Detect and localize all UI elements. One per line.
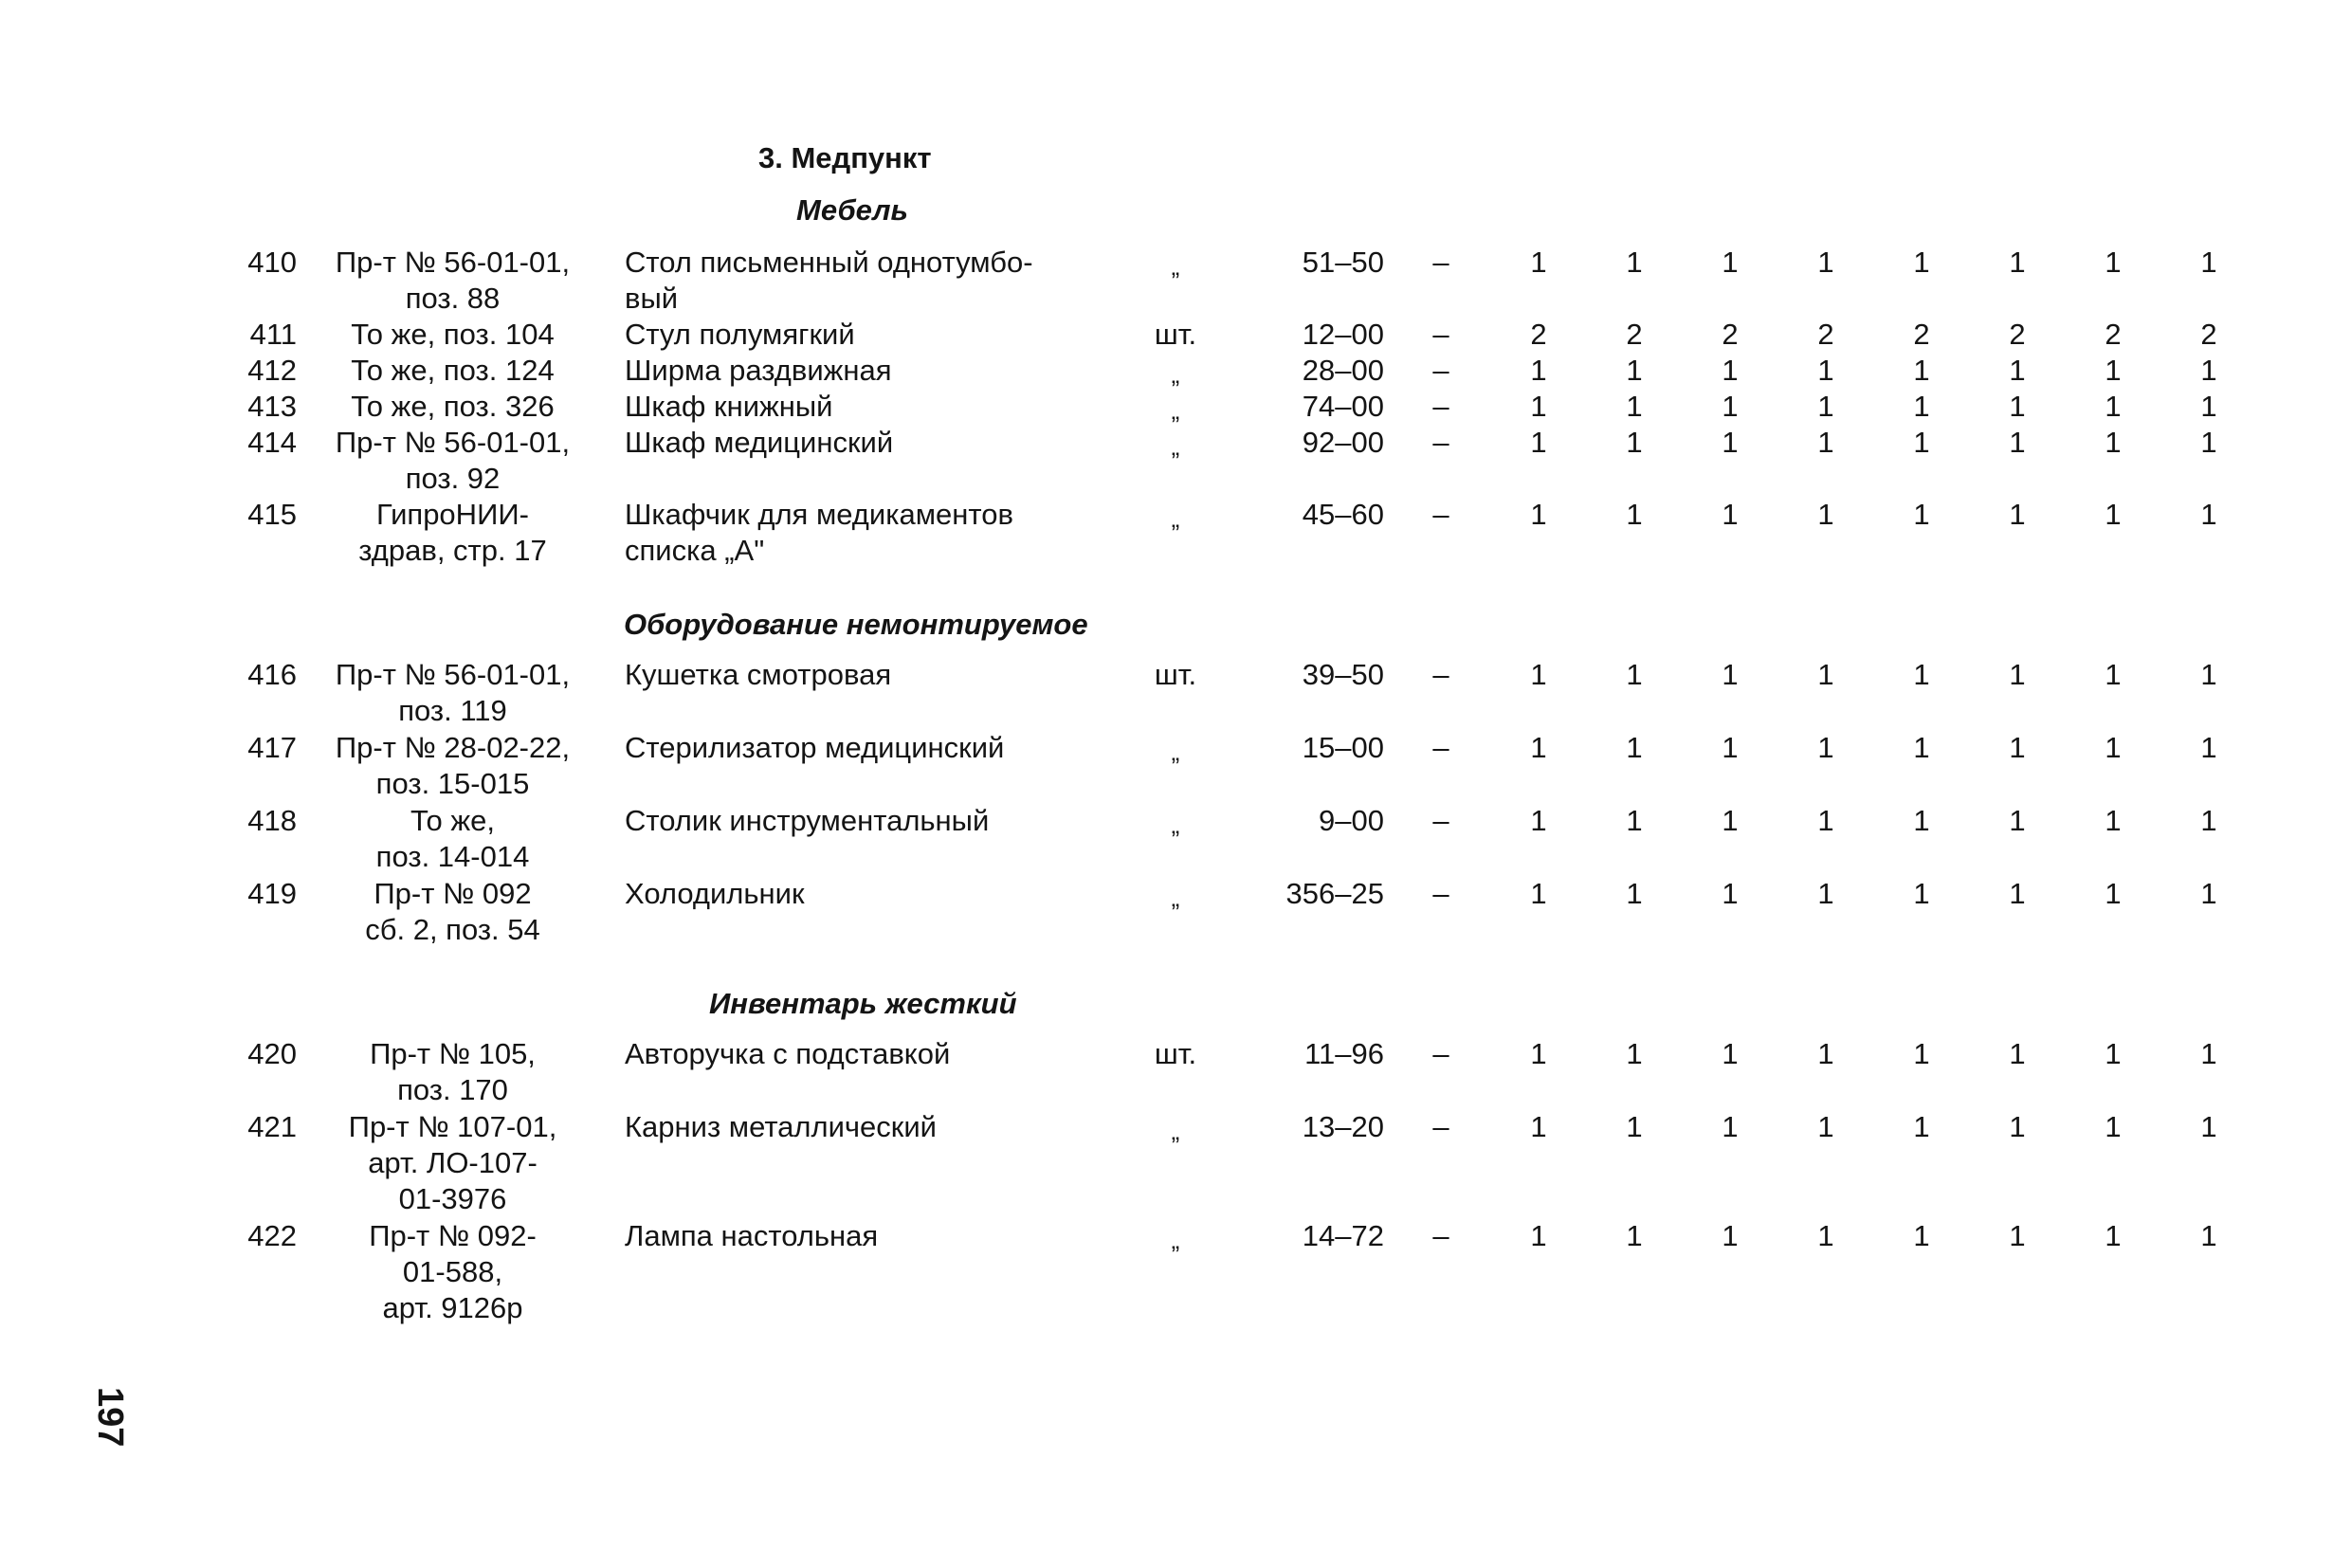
row-quantity: 1 [2200, 658, 2217, 691]
row-quantity: 1 [2009, 1110, 2026, 1143]
row-unit: „ [1171, 432, 1180, 461]
row-dash: – [1432, 498, 1449, 531]
row-quantity: 1 [2009, 1219, 2026, 1252]
row-quantity: 1 [1817, 246, 1834, 279]
row-price: 45–60 [1302, 498, 1384, 531]
row-reference-line: То же, [410, 804, 495, 837]
row-quantity: 1 [1722, 658, 1739, 691]
row-unit: „ [1171, 811, 1180, 839]
row-quantity: 1 [1530, 246, 1547, 279]
row-name-line: Стул полумягкий [625, 318, 855, 351]
row-reference-line: здрав, стр. 17 [358, 534, 547, 567]
row-quantity: 2 [1913, 318, 1930, 351]
row-name-line: Лампа настольная [625, 1219, 879, 1252]
row-dash: – [1432, 354, 1449, 387]
row-reference-line: Пр-т № 56-01-01, [335, 246, 571, 279]
row-price: 92–00 [1302, 426, 1384, 459]
row-quantity: 1 [2200, 426, 2217, 459]
row-number: 410 [247, 246, 297, 279]
row-quantity: 2 [2200, 318, 2217, 351]
row-quantity: 1 [2200, 498, 2217, 531]
row-dash: – [1432, 877, 1449, 910]
row-quantity: 1 [1913, 658, 1930, 691]
row-dash: – [1432, 246, 1449, 279]
row-quantity: 1 [2200, 877, 2217, 910]
row-quantity: 1 [1530, 731, 1547, 764]
row-quantity: 1 [1626, 1110, 1643, 1143]
row-quantity: 2 [2009, 318, 2026, 351]
row-reference-line: Пр-т № 105, [370, 1037, 536, 1070]
row-reference-line: поз. 88 [405, 282, 501, 315]
row-quantity: 1 [1530, 426, 1547, 459]
row-quantity: 1 [1817, 731, 1834, 764]
row-price: 74–00 [1302, 390, 1384, 423]
row-unit: „ [1171, 884, 1180, 912]
row-quantity: 1 [1817, 354, 1834, 387]
row-reference-line: То же, поз. 104 [351, 318, 555, 351]
row-name-line: вый [625, 282, 679, 315]
row-name-line: списка „А" [625, 534, 765, 567]
row-reference-line: Пр-т № 092 [374, 877, 532, 910]
row-quantity: 1 [1626, 426, 1643, 459]
row-quantity: 1 [1722, 1219, 1739, 1252]
row-price: 356–25 [1285, 877, 1384, 910]
row-quantity: 1 [1817, 1110, 1834, 1143]
row-quantity: 1 [1722, 390, 1739, 423]
row-quantity: 1 [2009, 354, 2026, 387]
row-reference-line: поз. 119 [398, 694, 507, 727]
row-name-line: Шкаф медицинский [625, 426, 894, 459]
row-quantity: 1 [1626, 804, 1643, 837]
row-quantity: 1 [2009, 498, 2026, 531]
row-name-line: Столик инструментальный [625, 804, 990, 837]
row-name-line: Холодильник [625, 877, 805, 910]
row-name-line: Кушетка смотровая [625, 658, 892, 691]
row-quantity: 1 [2105, 246, 2122, 279]
row-reference-line: Пр-т № 092- [369, 1219, 537, 1252]
row-quantity: 1 [2009, 658, 2026, 691]
row-dash: – [1432, 318, 1449, 351]
row-quantity: 1 [2200, 1110, 2217, 1143]
row-reference-line: Пр-т № 28-02-22, [335, 731, 571, 764]
row-price: 13–20 [1302, 1110, 1384, 1143]
row-quantity: 1 [2105, 804, 2122, 837]
row-quantity: 1 [2105, 731, 2122, 764]
row-quantity: 1 [1626, 1037, 1643, 1070]
row-unit: „ [1171, 504, 1180, 533]
row-price: 28–00 [1302, 354, 1384, 387]
row-quantity: 1 [2009, 804, 2026, 837]
row-dash: – [1432, 1037, 1449, 1070]
row-dash: – [1432, 804, 1449, 837]
group-heading: Мебель [796, 193, 908, 227]
row-quantity: 2 [1722, 318, 1739, 351]
row-dash: – [1432, 426, 1449, 459]
row-quantity: 1 [1913, 804, 1930, 837]
row-dash: – [1432, 1110, 1449, 1143]
row-dash: – [1432, 731, 1449, 764]
row-unit: шт. [1154, 1037, 1197, 1070]
row-quantity: 1 [1626, 731, 1643, 764]
row-reference-line: 01-3976 [398, 1182, 507, 1215]
row-number: 413 [247, 390, 297, 423]
row-dash: – [1432, 1219, 1449, 1252]
row-price: 51–50 [1302, 246, 1384, 279]
row-reference-line: 01-588, [402, 1255, 503, 1288]
row-name-line: Шкаф книжный [625, 390, 833, 423]
row-number: 411 [249, 318, 297, 351]
row-quantity: 1 [2105, 877, 2122, 910]
row-name-line: Ширма раздвижная [625, 354, 892, 387]
row-quantity: 1 [1913, 498, 1930, 531]
row-quantity: 1 [1722, 731, 1739, 764]
row-number: 417 [247, 731, 297, 764]
row-unit: „ [1171, 252, 1180, 281]
row-quantity: 1 [1530, 354, 1547, 387]
row-number: 419 [247, 877, 297, 910]
row-quantity: 1 [1817, 498, 1834, 531]
row-quantity: 1 [2105, 1219, 2122, 1252]
row-reference-line: ГипроНИИ- [376, 498, 529, 531]
row-quantity: 1 [1913, 877, 1930, 910]
row-quantity: 1 [1817, 426, 1834, 459]
row-quantity: 1 [1626, 658, 1643, 691]
row-name-line: Шкафчик для медикаментов [625, 498, 1013, 531]
section-title: 3. Медпункт [758, 141, 932, 174]
row-quantity: 1 [1722, 426, 1739, 459]
row-quantity: 1 [1626, 877, 1643, 910]
row-price: 39–50 [1302, 658, 1384, 691]
row-quantity: 1 [1530, 1037, 1547, 1070]
row-quantity: 1 [1913, 426, 1930, 459]
row-quantity: 1 [2009, 877, 2026, 910]
row-number: 421 [247, 1110, 297, 1143]
row-quantity: 1 [2105, 390, 2122, 423]
row-quantity: 1 [2200, 1219, 2217, 1252]
row-price: 9–00 [1319, 804, 1384, 837]
row-reference-line: Пр-т № 107-01, [348, 1110, 557, 1143]
row-quantity: 1 [1913, 354, 1930, 387]
row-quantity: 1 [1530, 877, 1547, 910]
row-price: 12–00 [1302, 318, 1384, 351]
row-unit: „ [1171, 1226, 1180, 1254]
row-unit: „ [1171, 738, 1180, 766]
row-quantity: 1 [1530, 390, 1547, 423]
row-number: 420 [247, 1037, 297, 1070]
row-quantity: 1 [2200, 390, 2217, 423]
row-dash: – [1432, 390, 1449, 423]
row-quantity: 1 [1817, 1037, 1834, 1070]
row-price: 15–00 [1302, 731, 1384, 764]
row-reference-line: поз. 170 [397, 1073, 508, 1106]
row-reference-line: Пр-т № 56-01-01, [335, 426, 571, 459]
row-reference-line: арт. 9126р [382, 1291, 523, 1324]
row-quantity: 1 [1626, 1219, 1643, 1252]
row-number: 412 [247, 354, 297, 387]
row-quantity: 1 [1530, 658, 1547, 691]
row-quantity: 1 [2105, 498, 2122, 531]
row-quantity: 1 [1530, 498, 1547, 531]
row-quantity: 1 [2105, 1110, 2122, 1143]
row-name-line: Стол письменный однотумбо- [625, 246, 1033, 279]
row-quantity: 1 [2200, 1037, 2217, 1070]
row-quantity: 1 [2105, 426, 2122, 459]
row-quantity: 1 [1530, 804, 1547, 837]
row-quantity: 1 [2200, 804, 2217, 837]
row-quantity: 1 [2009, 1037, 2026, 1070]
row-quantity: 1 [2105, 1037, 2122, 1070]
row-quantity: 1 [1913, 390, 1930, 423]
row-quantity: 1 [2009, 390, 2026, 423]
row-unit: шт. [1154, 318, 1197, 351]
row-quantity: 2 [1530, 318, 1547, 351]
row-unit: „ [1171, 396, 1180, 425]
row-quantity: 1 [1913, 731, 1930, 764]
row-quantity: 1 [1722, 354, 1739, 387]
row-number: 414 [247, 426, 297, 459]
row-quantity: 1 [1722, 246, 1739, 279]
row-quantity: 1 [2200, 354, 2217, 387]
row-quantity: 1 [1530, 1219, 1547, 1252]
row-number: 422 [247, 1219, 297, 1252]
row-reference-line: сб. 2, поз. 54 [365, 913, 540, 946]
row-quantity: 1 [1626, 498, 1643, 531]
row-unit: „ [1171, 1117, 1180, 1145]
row-quantity: 2 [1817, 318, 1834, 351]
row-quantity: 1 [1913, 246, 1930, 279]
row-quantity: 1 [1722, 1110, 1739, 1143]
row-name-line: Стерилизатор медицинский [625, 731, 1005, 764]
row-name-line: Карниз металлический [625, 1110, 937, 1143]
row-quantity: 1 [1626, 354, 1643, 387]
row-quantity: 1 [1913, 1037, 1930, 1070]
row-dash: – [1432, 658, 1449, 691]
row-quantity: 1 [2200, 731, 2217, 764]
row-reference-line: поз. 15-015 [375, 767, 530, 800]
row-reference-line: поз. 14-014 [375, 840, 530, 873]
row-quantity: 1 [1722, 1037, 1739, 1070]
row-number: 416 [247, 658, 297, 691]
row-number: 418 [247, 804, 297, 837]
row-quantity: 1 [2105, 658, 2122, 691]
row-quantity: 1 [1626, 390, 1643, 423]
group-heading: Оборудование немонтируемое [624, 608, 1088, 641]
row-number: 415 [247, 498, 297, 531]
row-name-line: Авторучка с подставкой [625, 1037, 951, 1070]
row-quantity: 1 [1817, 658, 1834, 691]
row-quantity: 1 [1817, 1219, 1834, 1252]
row-reference-line: То же, поз. 326 [351, 390, 555, 423]
row-quantity: 1 [1722, 498, 1739, 531]
row-unit: „ [1171, 360, 1180, 389]
group-heading: Инвентарь жесткий [709, 987, 1017, 1020]
row-price: 11–96 [1304, 1037, 1384, 1070]
row-quantity: 1 [1817, 877, 1834, 910]
row-quantity: 1 [2009, 426, 2026, 459]
row-quantity: 1 [1722, 804, 1739, 837]
row-unit: шт. [1154, 658, 1197, 691]
row-quantity: 1 [2105, 354, 2122, 387]
row-quantity: 2 [1626, 318, 1643, 351]
row-quantity: 1 [2009, 246, 2026, 279]
row-quantity: 1 [1530, 1110, 1547, 1143]
row-reference-line: арт. ЛО-107- [368, 1146, 538, 1179]
row-price: 14–72 [1302, 1219, 1384, 1252]
page-number: 197 [90, 1387, 130, 1448]
row-quantity: 1 [2200, 246, 2217, 279]
row-reference-line: Пр-т № 56-01-01, [335, 658, 571, 691]
row-quantity: 1 [1913, 1219, 1930, 1252]
row-reference-line: То же, поз. 124 [351, 354, 555, 387]
row-quantity: 1 [1817, 390, 1834, 423]
row-quantity: 1 [1817, 804, 1834, 837]
row-quantity: 2 [2105, 318, 2122, 351]
row-reference-line: поз. 92 [405, 462, 501, 495]
row-quantity: 1 [1722, 877, 1739, 910]
row-quantity: 1 [1626, 246, 1643, 279]
row-quantity: 1 [1913, 1110, 1930, 1143]
row-quantity: 1 [2009, 731, 2026, 764]
